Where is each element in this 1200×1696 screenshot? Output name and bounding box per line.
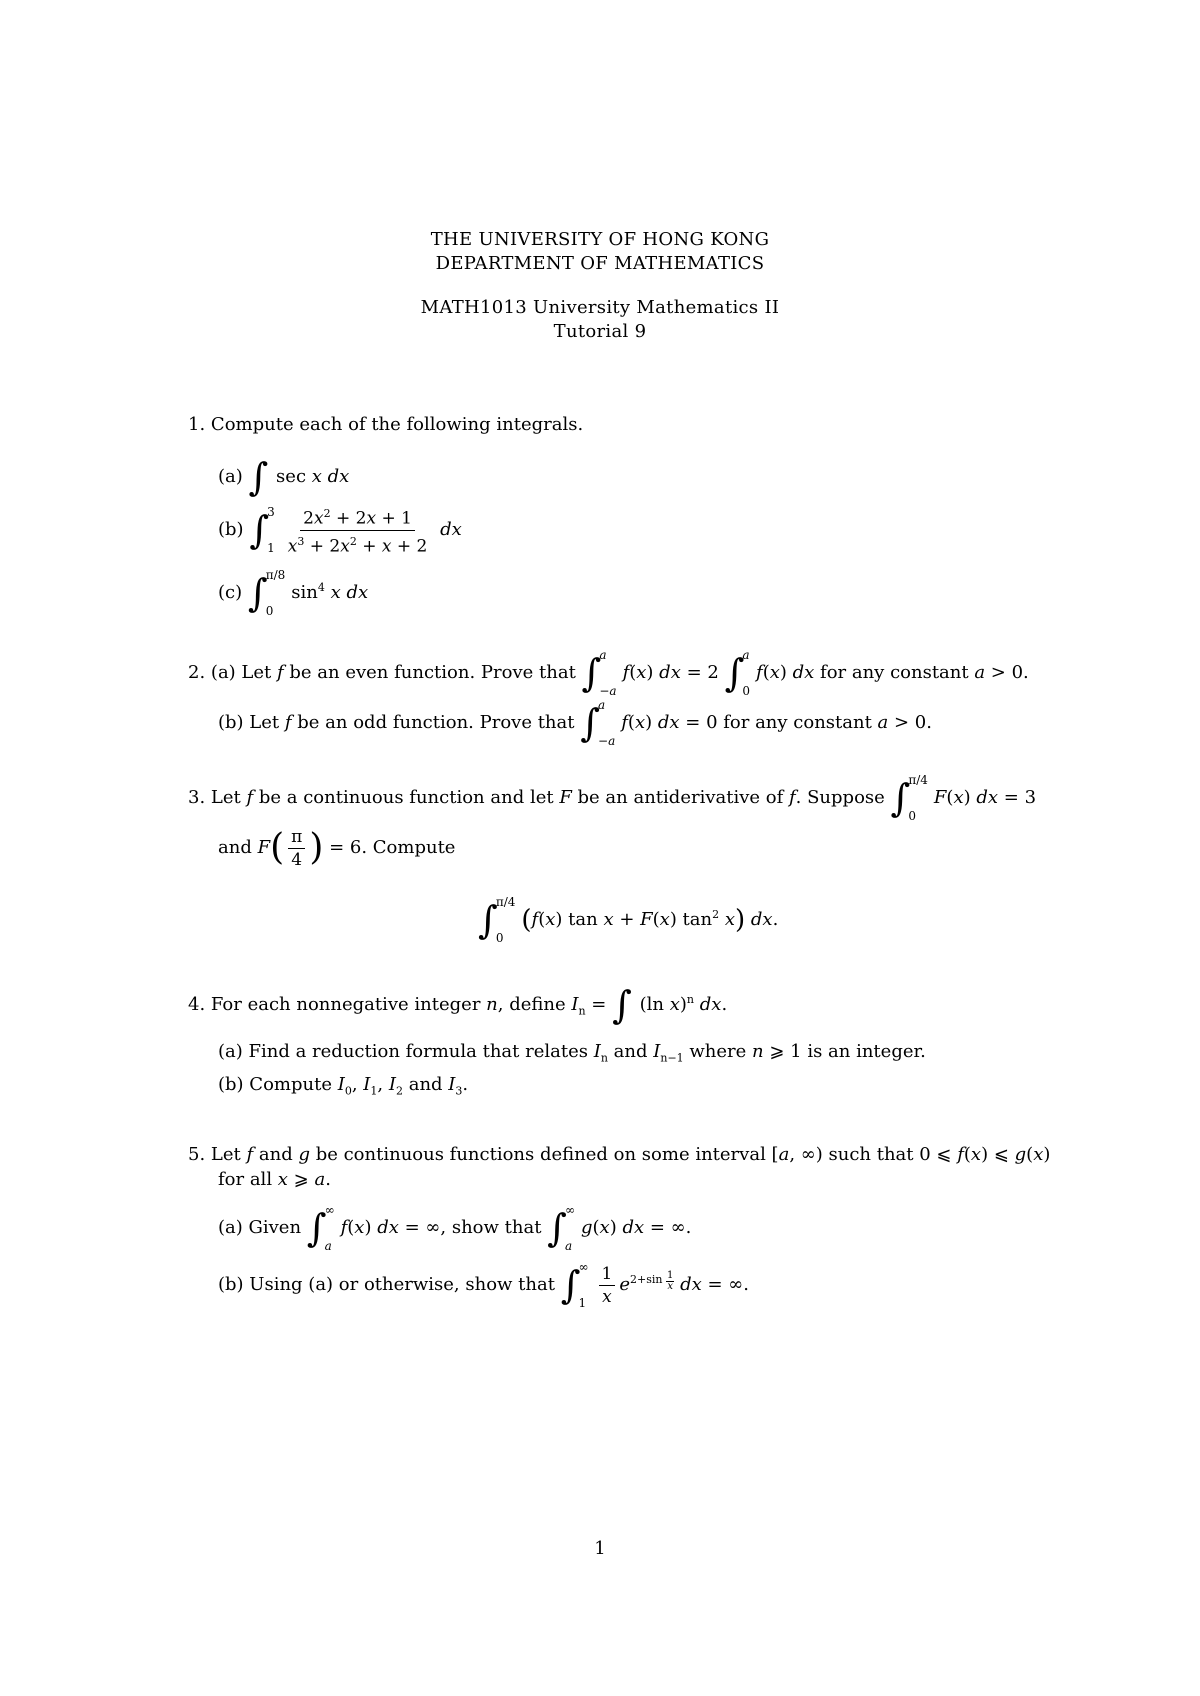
- q1-part-b: (b) ∫ 3 1 $\frac{2x^2 + 2x + 1}{x^3 + 2x^2 + x + 2}$ dx: [218, 500, 462, 560]
- part-label: (b): [218, 712, 244, 733]
- question-number: 3.: [188, 787, 206, 808]
- part-label: (b): [218, 1074, 244, 1095]
- department-name: DEPARTMENT OF MATHEMATICS: [435, 253, 765, 274]
- question-number: 4.: [188, 994, 206, 1015]
- question-2-part-a: 2. (a) Let f be an even function. Prove that ∫ a −a f(x) dx = 2 ∫ a 0 f(x) dx for any constant a > 0.: [188, 648, 1029, 698]
- question-number: 2.: [188, 662, 206, 683]
- university-name: THE UNIVERSITY OF HONG KONG: [430, 229, 770, 250]
- question-3: 3. Let f be a continuous function and let F be an antiderivative of f. Suppose ∫ π/4 0 F(x) dx = 3: [188, 773, 1037, 823]
- part-label: (a): [210, 662, 236, 683]
- question-5-part-a: (a) Given ∫ ∞ a f(x) dx = ∞, show that ∫ ∞ a g(x) dx = ∞.: [218, 1203, 692, 1253]
- part-label: (c): [218, 582, 243, 603]
- question-text: Compute each of the following integrals.: [210, 414, 584, 435]
- page-number: 1: [594, 1538, 606, 1559]
- question-4: 4. For each nonnegative integer n, define $I_n$ = ∫ (ln x)$^n$ dx.: [188, 983, 728, 1027]
- part-label: (b): [218, 519, 244, 540]
- question-number: 5.: [188, 1144, 206, 1165]
- question-2-part-b: (b) Let f be an odd function. Prove that ∫ a −a f(x) dx = 0 for any constant a > 0.: [218, 698, 932, 748]
- part-label: (a): [218, 1217, 243, 1238]
- part-label: (b): [218, 1274, 244, 1295]
- question-1: [188, 413, 583, 437]
- q1-part-c: (c) ∫ π/8 0 $\sin^4 x$ dx: [218, 568, 369, 618]
- question-3-continued: and F( $\frac{\pi}{4}$ ) = 6. Compute: [218, 826, 456, 870]
- part-label: (a): [218, 466, 243, 487]
- q1-part-a: (a) ∫ sec x dx: [218, 455, 350, 499]
- question-number: 1.: [188, 414, 206, 435]
- question-5-continued: for all x ⩾ a.: [218, 1169, 331, 1190]
- question-4-part-b: (b) Compute $I_0$, $I_1$, $I_2$ and $I_3$.: [218, 1074, 469, 1098]
- question-3-integral: ∫ π/4 0 (f(x) tan x + F(x) $\tan^2 x$) dx.: [478, 895, 779, 945]
- part-label: (a): [218, 1041, 243, 1062]
- question-5-part-b: (b) Using (a) or otherwise, show that ∫ ∞ 1 $\frac{1}{x}$ $e^{2+sin \frac{1}{x}}$ dx = ∞.: [218, 1260, 749, 1310]
- course-title: MATH1013 University Mathematics II: [420, 297, 780, 318]
- question-5: 5. Let f and g be continuous functions defined on some interval [a, ∞) such that 0 ⩽ f(x) ⩽ g(x): [188, 1144, 1051, 1165]
- question-4-part-a: (a) Find a reduction formula that relates $I_n$ and $I_{n-1}$ where n ⩾ 1 is an integer.: [218, 1041, 926, 1065]
- tutorial-number: Tutorial 9: [553, 321, 647, 342]
